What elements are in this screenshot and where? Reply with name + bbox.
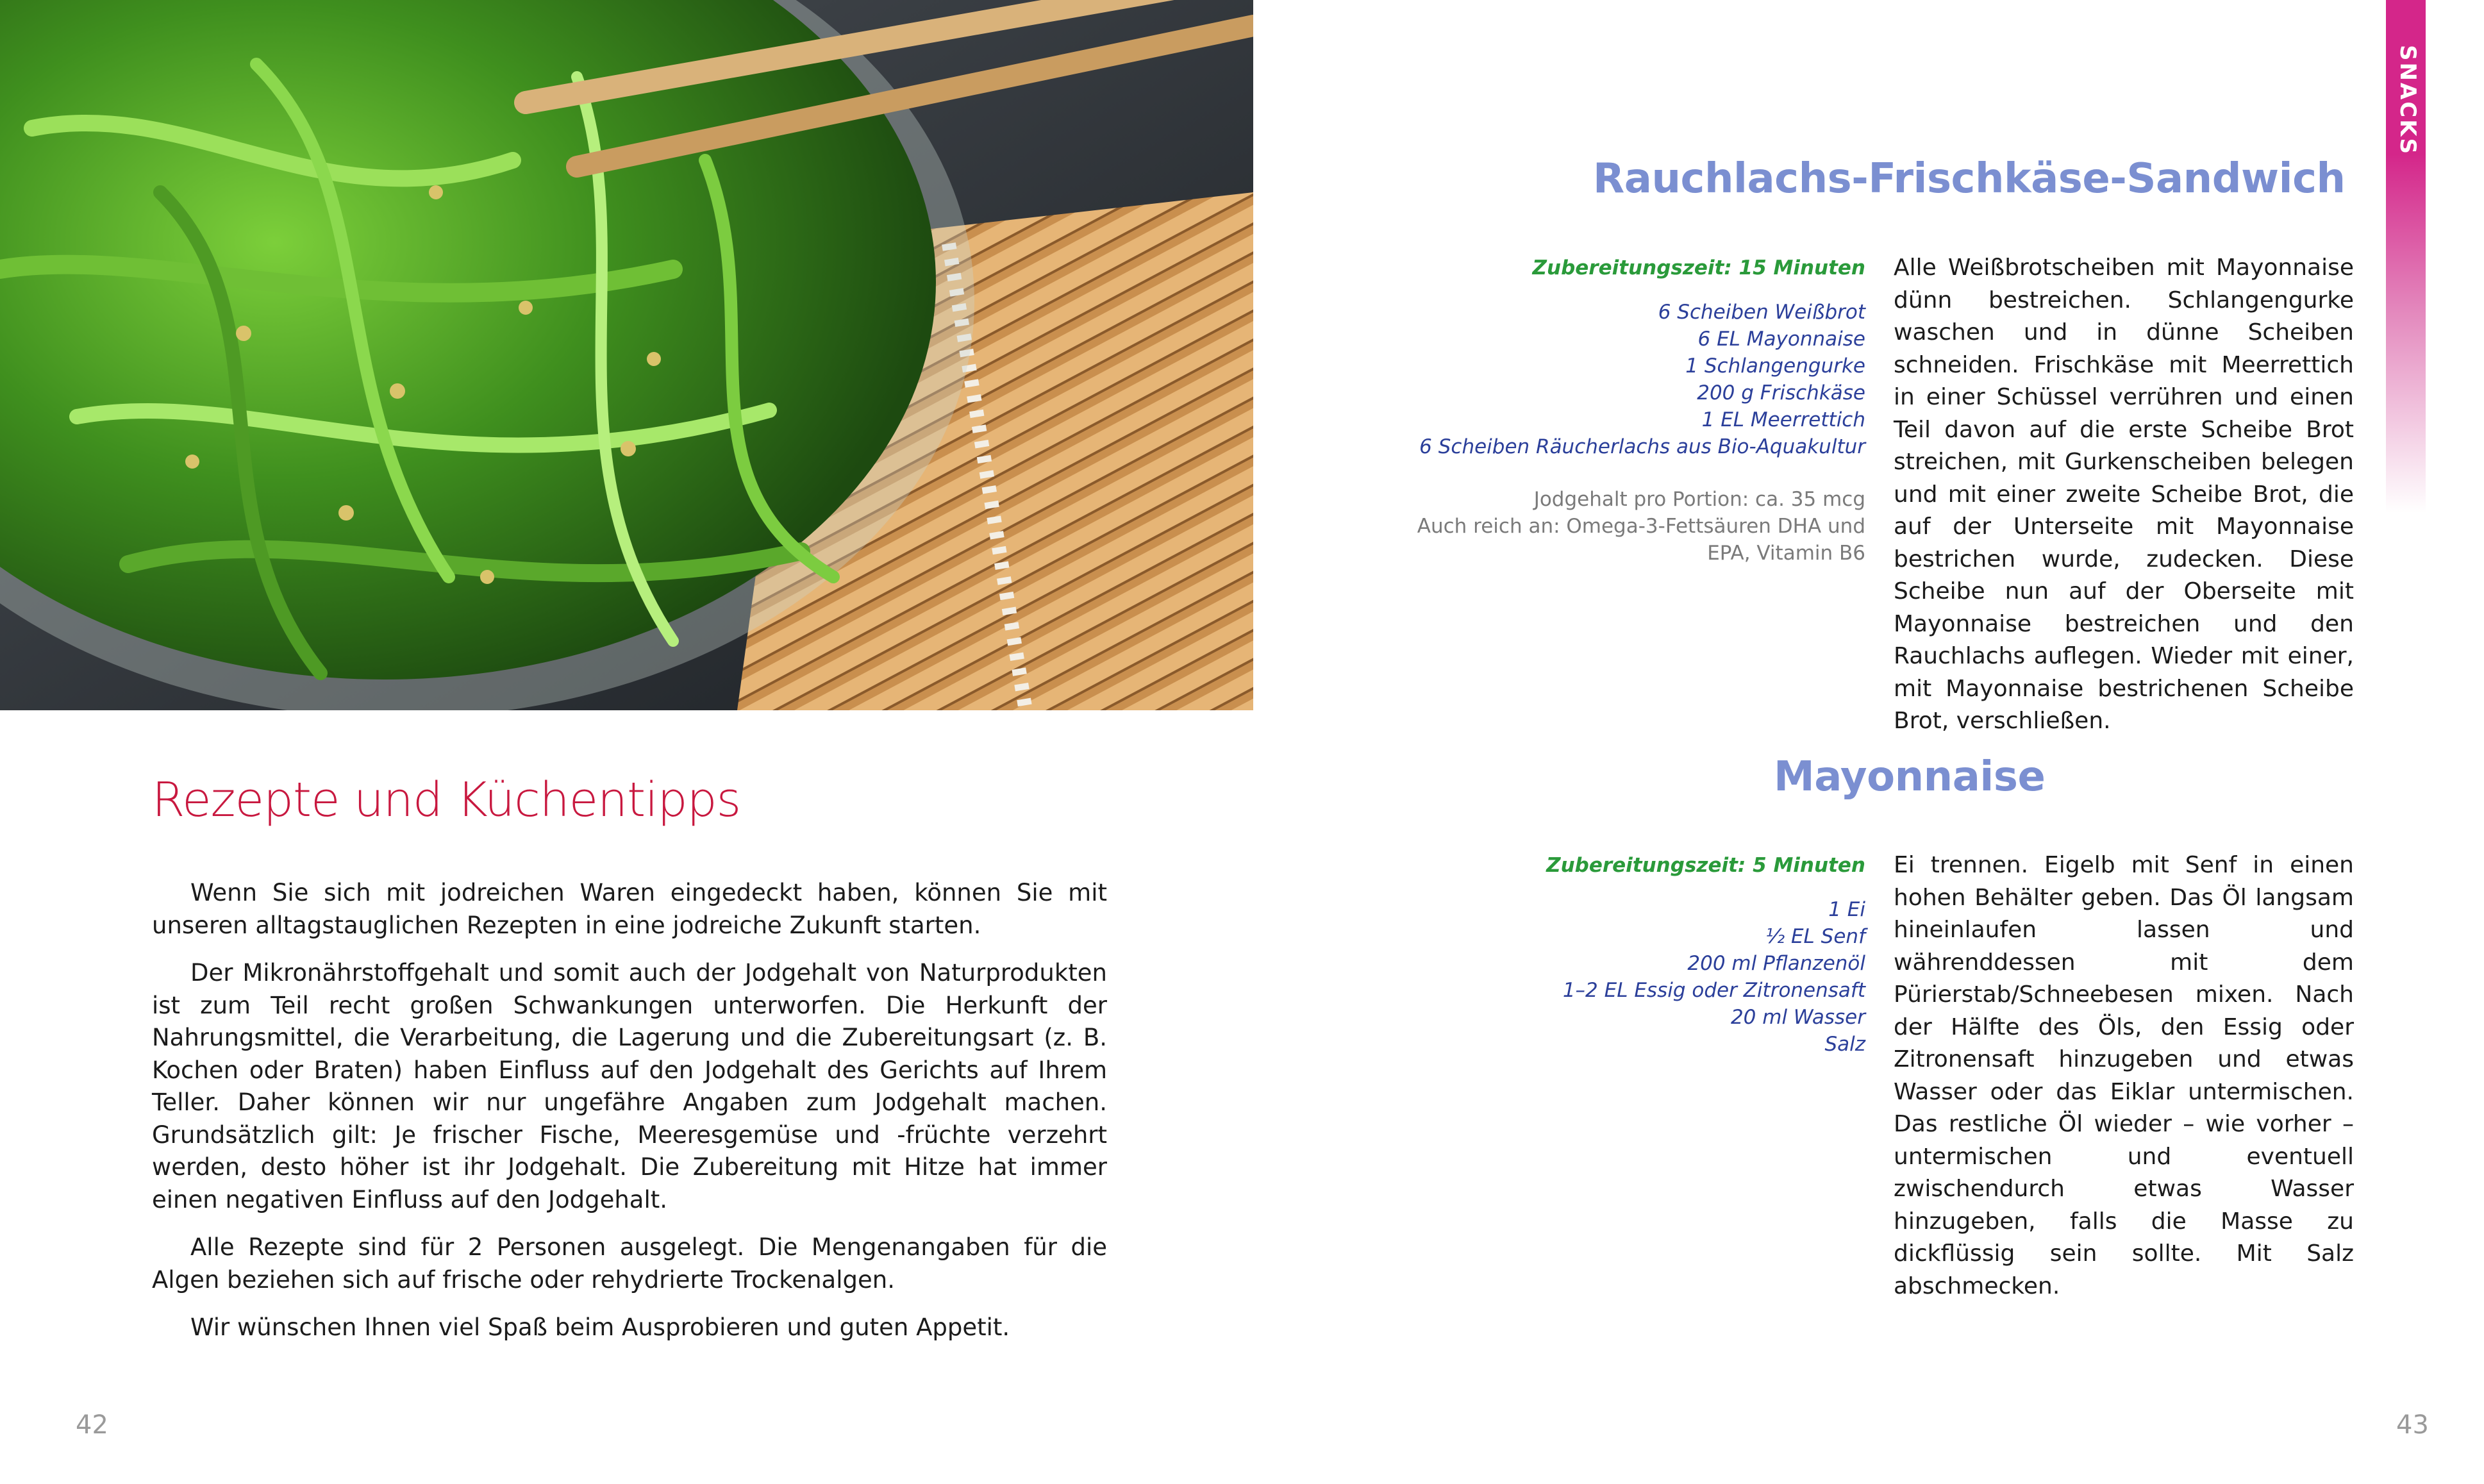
ingredient-item: 1 Schlangengurke — [1685, 354, 1865, 378]
recipe-meta — [1417, 255, 1865, 567]
nutrition-line: Auch reich an: Omega-3-Fettsäuren DHA und — [1417, 515, 1865, 538]
nutrition-line: Jodgehalt pro Portion: ca. 35 mcg — [1533, 488, 1865, 511]
intro-paragraph: Alle Rezepte sind für 2 Personen ausgelegt. Die Mengenangaben für die Algen beziehen sich auf frische oder rehydrierte Trockenalgen. — [152, 1233, 1107, 1294]
recipe-title: Rauchlachs-Frischkäse-Sandwich — [1593, 155, 2346, 203]
ingredient-item: 200 g Frischkäse — [1697, 381, 1865, 404]
seaweed-salad-photo — [0, 0, 1253, 710]
intro-paragraph: Wenn Sie sich mit jodreichen Waren eingedeckt haben, können Sie mit unseren alltagstauglichen Rezepten in eine jodreiche Zukunft starten. — [152, 879, 1107, 939]
ingredient-item: 6 Scheiben Räucherlachs aus Bio-Aquakultur — [1419, 435, 1865, 458]
page-title: Rezepte und Küchentipps — [152, 772, 741, 828]
recipe-title: Mayonnaise — [1774, 753, 2046, 801]
ingredient-item: ½ EL Senf — [1765, 925, 1865, 948]
intro-text — [152, 877, 1107, 1360]
page-number-left: 42 — [76, 1410, 108, 1440]
nutrition-line: EPA, Vitamin B6 — [1707, 542, 1865, 565]
ingredient-list — [1417, 896, 1865, 1058]
recipe-meta — [1417, 853, 1865, 1058]
nutrition-info — [1417, 486, 1865, 567]
ingredient-item: 200 ml Pflanzenöl — [1687, 952, 1865, 975]
ingredient-item: 20 ml Wasser — [1730, 1006, 1865, 1029]
section-tab-label: SNACKS — [2395, 45, 2421, 156]
intro-paragraph: Der Mikronährstoffgehalt und somit auch der Jodgehalt von Naturprodukten ist zum Teil recht großen Schwankungen unterworfen. Die Herkunft der Nahrungsmittel, die Verarbeitung, die Lagerung und die Zubereitungsart (z. B. Kochen oder Braten) haben Einfluss auf den Jodgehalt des Gerichts auf Ihrem Teller. Daher können wir nur ungefähre Angaben zum Jodgehalt machen. Grundsätzlich gilt: Je frischer Fische, Meeresgemüse und -früchte verzehrt werden, desto höher ist ihr Jodgehalt. Die Zubereitung mit Hitze hat immer einen negativen Einfluss auf den Jodgehalt. — [152, 959, 1107, 1213]
intro-paragraph: Wir wünschen Ihnen viel Spaß beim Ausprobieren und guten Appetit. — [190, 1313, 1010, 1341]
recipe-method: Alle Weißbrotscheiben mit Mayonnaise dünn bestreichen. Schlangengurke waschen und in dünne Scheiben schneiden. Frischkäse mit Meerrettich in einer Schüssel verrühren und einen Teil davon auf die erste Scheibe Brot streichen, mit Gurkenscheiben belegen und mit einer zweite Scheibe Brot, die auf der Unterseite mit Mayonnaise bestrichen wurde, zudecken. Diese Scheibe nun auf der Oberseite mit Mayonnaise bestreichen und den Rauchlachs auflegen. Wieder mit einer, mit Mayonnaise bestrichenen Scheibe Brot, verschließen. — [1894, 254, 2354, 734]
page-number-right: 43 — [2396, 1410, 2429, 1440]
prep-time: Zubereitungszeit: 15 Minuten — [1532, 256, 1865, 279]
ingredient-item: 1–2 EL Essig oder Zitronensaft — [1562, 979, 1865, 1002]
ingredient-item: 1 EL Meerrettich — [1701, 408, 1865, 431]
ingredient-list — [1417, 299, 1865, 460]
seaweed-salad-illustration — [0, 0, 1253, 710]
ingredient-item: Salz — [1824, 1033, 1865, 1056]
recipe-method: Ei trennen. Eigelb mit Senf in einen hohen Behälter geben. Das Öl langsam hineinlaufen lassen und währenddessen mit dem Pürierstab/Schneebesen mixen. Nach der Hälfte des Öls, den Essig oder Zitronensaft hinzugeben und etwas Wasser oder das Eiklar untermischen. Das restliche Öl wieder – wie vorher – untermischen und eventuell zwischendurch etwas Wasser hinzugeben, falls die Masse zu dickflüssig sein sollte. Mit Salz abschmecken. — [1894, 852, 2354, 1299]
ingredient-item: 6 EL Mayonnaise — [1697, 328, 1865, 351]
prep-time: Zubereitungszeit: 5 Minuten — [1546, 854, 1865, 877]
ingredient-item: 1 Ei — [1828, 898, 1865, 921]
ingredient-item: 6 Scheiben Weißbrot — [1658, 301, 1865, 324]
